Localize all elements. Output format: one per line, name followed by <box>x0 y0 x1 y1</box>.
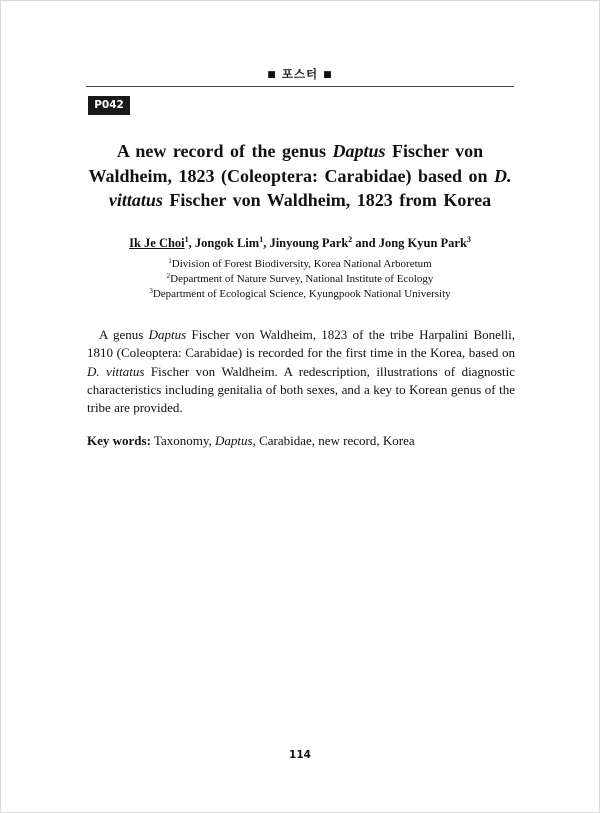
affiliation-list <box>80 257 520 302</box>
author-affiliation-mark: 1 <box>184 235 189 244</box>
keywords-line <box>87 432 515 450</box>
affiliation-text: Department of Ecological Science, Kyungpook National University <box>152 288 451 300</box>
poster-id-badge: P042 <box>88 96 130 115</box>
affiliation-mark: 1 <box>168 257 172 265</box>
affiliation-text: Department of Nature Survey, National Institute of Ecology <box>170 273 434 285</box>
title-text: Fischer von Waldheim, 1823 (Coleoptera: Carabidae) based on <box>88 141 494 186</box>
paper-title <box>80 139 520 213</box>
section-header <box>0 66 600 82</box>
title-species: D. vittatus <box>108 165 512 210</box>
header-divider <box>86 86 514 87</box>
keywords-text: , Carabidae, new record, Korea <box>252 433 415 448</box>
title-text: A new record of the genus <box>116 141 333 161</box>
author-affiliation-mark: 1 <box>259 235 264 244</box>
author-list <box>80 235 520 251</box>
affiliation-item <box>80 272 520 287</box>
affiliation-mark: 2 <box>166 272 171 280</box>
author-separator: , <box>188 236 195 250</box>
abstract-text: Fischer von Waldheim. A redescription, illustrations of diagnostic characteristics including genitalia of both sexes, and a key to Korean genus of the tribe are provided. <box>87 363 516 416</box>
affiliation-item <box>80 287 520 302</box>
abstract-paragraph <box>87 326 515 417</box>
affiliation-text: Division of Forest Biodiversity, Korea National Arboretum <box>171 258 432 270</box>
square-bullet-icon: ■ <box>267 70 277 80</box>
author-separator: and <box>352 236 379 250</box>
author-affiliation-mark: 3 <box>466 235 471 244</box>
keywords-label: Key words: <box>87 433 151 448</box>
author-name: Jongok Lim <box>194 236 260 250</box>
title-text: Fischer von Waldheim, 1823 from Korea <box>162 190 492 210</box>
keywords-text: Taxonomy, <box>150 433 216 448</box>
abstract-text: Fischer von Waldheim, 1823 of the tribe Harpalini Bonelli, 1810 (Coleoptera: Carabidae) is recorded for the first time in the Korea, based on <box>87 327 516 361</box>
affiliation-item <box>80 257 520 272</box>
author-affiliation-mark: 2 <box>348 235 353 244</box>
keywords-genus: Daptus <box>215 433 253 448</box>
author-name: Jong Kyun Park <box>378 236 467 250</box>
title-genus: Daptus <box>332 141 386 161</box>
abstract-text: A genus <box>99 327 149 342</box>
abstract-genus: Daptus <box>148 327 187 342</box>
page-number: 114 <box>289 749 311 761</box>
author-name: Jinyoung Park <box>269 236 349 250</box>
abstract-species: D. vittatus <box>87 363 145 379</box>
square-bullet-icon: ■ <box>323 70 333 80</box>
section-title: 포스터 <box>281 67 319 81</box>
author-separator: , <box>263 236 270 250</box>
author-name: Ik Je Choi <box>129 236 185 250</box>
affiliation-mark: 3 <box>149 287 153 295</box>
